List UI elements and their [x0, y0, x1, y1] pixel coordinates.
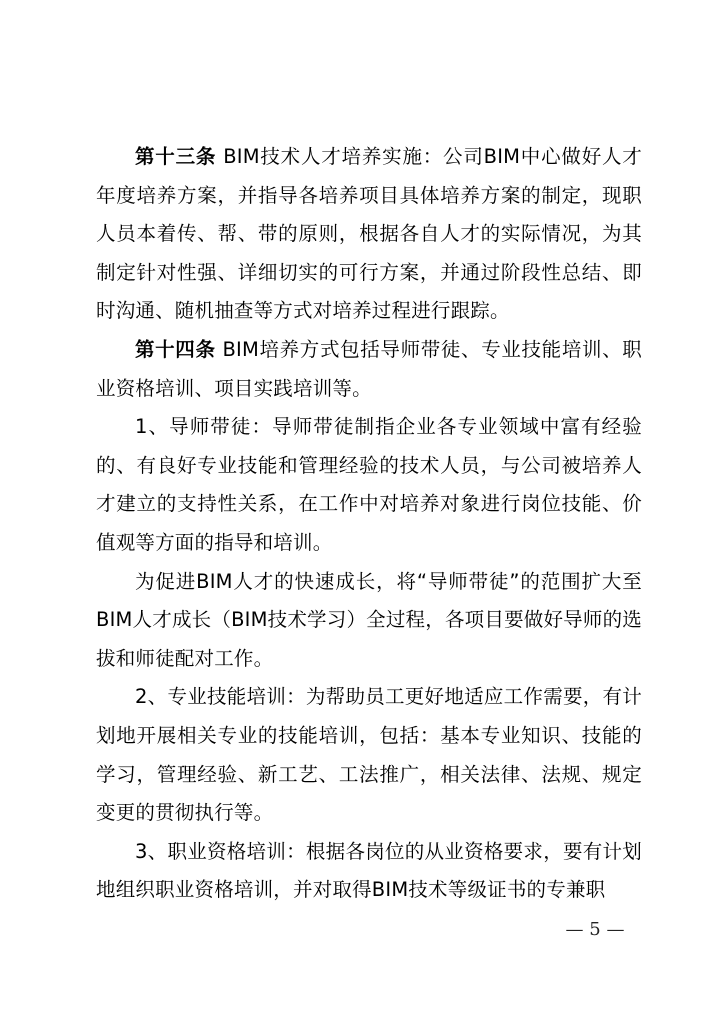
paragraph-qualification-training	[96, 833, 642, 910]
paragraph-text: BIM培养方式包括导师带徒、专业技能培训、职业资格培训、项目实践培训等。	[96, 337, 642, 400]
document-body	[96, 138, 642, 910]
paragraph-text: BIM技术人才培养实施：公司BIM中心做好人才年度培养方案，并指导各培养项目具体培养方案的制定，现职人员本着传、帮、带的原则，根据各自人才的实际情况，为其制定针对性强、详细切实的可行方案，并通过阶段性总结、即时沟通、随机抽查等方式对培养过程进行跟踪。	[96, 145, 642, 323]
paragraph-article-14	[96, 331, 642, 408]
paragraph-text: 2、专业技能培训：为帮助员工更好地适应工作需要，有计划地开展相关专业的技能培训，包括：基本专业知识、技能的学习，管理经验、新工艺、工法推广，相关法律、法规、规定变更的贯彻执行等。	[96, 685, 642, 825]
paragraph-skills-training	[96, 678, 642, 832]
paragraph-mentorship	[96, 408, 642, 562]
article-label: 第十三条	[135, 145, 217, 168]
paragraph-text: 1、导师带徒：导师带徒制指企业各专业领域中富有经验的、有良好专业技能和管理经验的技术人员，与公司被培养人才建立的支持性关系，在工作中对培养对象进行岗位技能、价值观等方面的指导和培训。	[96, 415, 642, 554]
paragraph-article-13	[96, 138, 642, 331]
paragraph-text: 3、职业资格培训：根据各岗位的从业资格要求，要有计划地组织职业资格培训，并对取得BIM技术等级证书的专兼职	[96, 839, 642, 902]
paragraph-mentorship-scope	[96, 563, 642, 679]
article-label: 第十四条	[135, 337, 216, 361]
page-number: — 5 —	[565, 919, 625, 940]
paragraph-text: 为促进BIM人才的快速成长，将“导师带徒”的范围扩大至BIM人才成长（BIM技术学习）全过程，各项目要做好导师的选拔和师徒配对工作。	[96, 569, 642, 670]
